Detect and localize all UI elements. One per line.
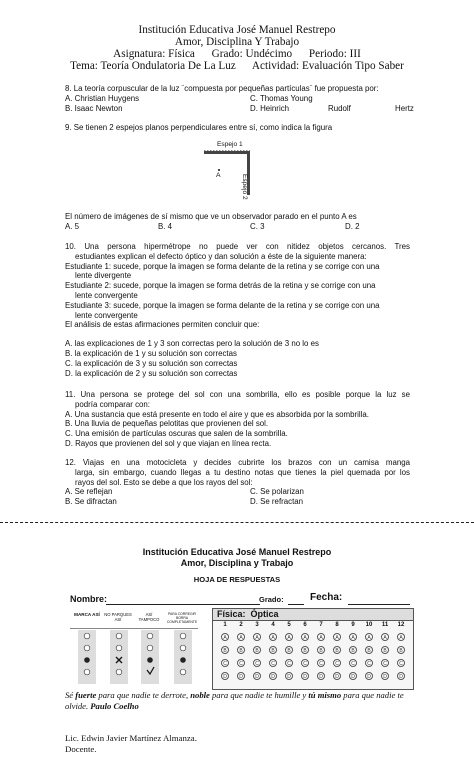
subject-line: Asignatura: Física Grado: Undécimo Periodo: III [113, 48, 361, 60]
q9-question: El número de imágenes de sí mismo que ve un observador parado en el punto A es [65, 212, 357, 221]
school-motto: Amor, Disciplina Y Trabajo [174, 36, 300, 48]
answer-bubble-12-c[interactable]: C [397, 659, 405, 667]
answer-bubble-7-d[interactable]: D [317, 672, 325, 680]
mirror-1-label: Espejo 1 [217, 141, 243, 148]
question-number-12: 12 [397, 622, 405, 628]
quote-part-4: para que nadie te olvide. [65, 690, 404, 711]
q8-option-d-part3: Hertz [395, 103, 414, 113]
answer-bubble-8-c[interactable]: C [333, 659, 341, 667]
teacher-signature [65, 733, 197, 755]
answer-bubble-3-a[interactable]: A [253, 633, 261, 641]
answer-bubble-5-b[interactable]: B [285, 646, 293, 654]
answer-bubble-3-b[interactable]: B [253, 646, 261, 654]
answer-bubble-11-a[interactable]: A [381, 633, 389, 641]
answer-bubble-5-d[interactable]: D [285, 672, 293, 680]
answer-bubble-2-c[interactable]: C [237, 659, 245, 667]
q8-stem: 8. La teoría corpuscular de la luz ¨compuesta por pequeñas partículas¨ fue propuesta por: [65, 84, 379, 93]
question-12 [65, 458, 410, 507]
answer-bubble-4-c[interactable]: C [269, 659, 277, 667]
quote-part-2: para que nadie te derrote, [96, 690, 191, 700]
answer-bubble-6-b[interactable]: B [301, 646, 309, 654]
q10-conclusion: El análisis de estas afirmaciones permiten concluir que: [65, 320, 260, 330]
answer-bubble-9-b[interactable]: B [349, 646, 357, 654]
col-no-label: NO PARQUES ASÍ [104, 612, 132, 622]
q8-option-d-part2: Rudolf [328, 103, 351, 113]
mirror-1-shape [204, 151, 250, 154]
answer-bubble-10-a[interactable]: A [365, 633, 373, 641]
col-asi-label: ASÍ TAMPOCO [138, 612, 160, 622]
point-a-label: A [216, 172, 221, 179]
q8-option-d: D. Heinrich [250, 103, 290, 113]
teacher-name: Lic. Edwin Javier Martínez Almanza. [65, 733, 197, 743]
question-number-8: 8 [335, 622, 339, 628]
question-number-9: 9 [351, 622, 355, 628]
nombre-field[interactable] [106, 604, 236, 605]
answer-bubble-7-b[interactable]: B [317, 646, 325, 654]
fecha-field[interactable] [348, 604, 410, 605]
nombre-label: Nombre: [70, 594, 108, 604]
q11-line-1: 11. Una persona se protege del sol con una sombrilla, ello es posible porque la luz se [65, 390, 410, 399]
quote-part-1: Sé [65, 690, 76, 700]
answer-bubble-9-d[interactable]: D [349, 672, 357, 680]
answer-bubble-10-b[interactable]: B [365, 646, 373, 654]
point-a-dot [218, 169, 220, 171]
q11-option-d: D. Rayos que provienen del sol y que viajan en línea recta. [65, 438, 272, 448]
q12-option-a: A. Se reflejan [65, 487, 113, 497]
q9-option-b: B. 4 [158, 221, 173, 231]
answer-bubble-2-b[interactable]: B [237, 646, 245, 654]
question-number-10: 10 [365, 622, 373, 628]
answer-bubble-6-d[interactable]: D [301, 672, 309, 680]
q10-option-d: D. la explicación de 2 y su solución son correctas [65, 368, 238, 378]
col-borrar-label: PARA CORREGIR BORRA COMPLETAMENTE [166, 612, 198, 624]
q10-option-b: B. la explicación de 1 y su solución son correctas [65, 348, 237, 358]
q10-line-2: estudiantes explican el defecto óptico y dan solución a éste de la siguiente manera: [75, 251, 367, 261]
answer-bubble-10-d[interactable]: D [365, 672, 373, 680]
q11-option-a: A. Una sustancia que está presente en todo el aire y que es absorbida por la sombrilla. [65, 409, 369, 419]
mirror-figure [200, 140, 260, 200]
quote-bold-2: noble [190, 690, 210, 700]
answer-bubble-8-a[interactable]: A [333, 633, 341, 641]
answer-sheet [60, 590, 415, 690]
q8-option-a: A. Christian Huygens [65, 93, 140, 103]
answer-bubble-9-a[interactable]: A [349, 633, 357, 641]
question-11 [65, 390, 410, 449]
question-number-3: 3 [255, 622, 259, 628]
quote-bold-3: tú mismo [308, 690, 342, 700]
q8-option-c: C. Thomas Young [250, 93, 313, 103]
q12-option-d: D. Se refractan [250, 497, 304, 507]
q10-student-1: Estudiante 1: sucede, porque la imagen se forma delante de la retina y se corrige con una [65, 261, 380, 271]
cut-line [0, 522, 474, 523]
answer-bubble-7-a[interactable]: A [317, 633, 325, 641]
quote-author: Paulo Coelho [90, 700, 139, 711]
q9-option-c: C. 3 [250, 221, 265, 231]
motivational-quote [65, 690, 415, 711]
question-number-5: 5 [287, 622, 291, 628]
answer-sheet-title: HOJA DE RESPUESTAS [193, 575, 281, 584]
answer-bubble-7-c[interactable]: C [317, 659, 325, 667]
answer-bubble-6-c[interactable]: C [301, 659, 309, 667]
answer-bubble-1-d[interactable]: D [221, 672, 229, 680]
answer-bubble-4-a[interactable]: A [269, 633, 277, 641]
mirror-2-label: Espejo 2 [241, 174, 248, 200]
q9-option-a: A. 5 [65, 221, 80, 231]
grid-bubble-area [217, 631, 409, 687]
question-number-1: 1 [223, 622, 227, 628]
answer-bubble-1-b[interactable]: B [221, 646, 229, 654]
q10-option-a: A. las explicaciones de 1 y 3 son correctas pero la solución de 3 no lo es [65, 339, 319, 349]
quote-bold-1: fuerte [75, 690, 97, 700]
answer-bubble-8-d[interactable]: D [333, 672, 341, 680]
answer-bubble-12-a[interactable]: A [397, 633, 405, 641]
marking-instructions [70, 610, 198, 686]
answer-bubble-12-b[interactable]: B [397, 646, 405, 654]
question-9-answers [65, 212, 410, 232]
answer-school-motto: Amor, Disciplina y Trabajo [180, 558, 294, 568]
col-marca-label: MARCA ASÍ [74, 612, 100, 617]
q8-option-b: B. Isaac Newton [65, 103, 123, 113]
q10-student-2-cont: lente convergente [75, 290, 138, 300]
answer-bubble-12-d[interactable]: D [397, 672, 405, 680]
q10-line-1: 10. Una persona hipermétrope no puede ver con nitidez objetos cercanos. Tres [65, 242, 410, 251]
answer-bubble-10-c[interactable]: C [365, 659, 373, 667]
q10-student-1-cont: lente divergente [75, 271, 132, 281]
answer-bubble-2-a[interactable]: A [237, 633, 245, 641]
q12-option-c: C. Se polarizan [250, 487, 304, 497]
teacher-role: Docente. [65, 743, 97, 754]
q12-line-1: 12. Viajas en una motocicleta y decides cubrirte los brazos con un camisa manga [65, 458, 410, 467]
answer-bubble-11-d[interactable]: D [381, 672, 389, 680]
q12-option-b: B. Se difractan [65, 497, 117, 507]
answer-bubble-9-c[interactable]: C [349, 659, 357, 667]
answer-bubble-3-c[interactable]: C [253, 659, 261, 667]
school-name: Institución Educativa José Manuel Restrepo [138, 24, 336, 36]
q10-student-3-cont: lente convergente [75, 310, 138, 320]
q10-option-c: C. la explicación de 3 y su solución son correctas [65, 358, 238, 368]
answer-bubble-8-b[interactable]: B [333, 646, 341, 654]
question-number-11: 11 [381, 622, 389, 628]
grado-field[interactable] [236, 604, 260, 605]
answer-bubble-5-c[interactable]: C [285, 659, 293, 667]
q10-student-2: Estudiante 2: sucede, porque la imagen se forma detrás de la retina y se corrige con una [65, 281, 376, 291]
q9-option-d: D. 2 [345, 221, 360, 231]
answer-bubble-11-b[interactable]: B [381, 646, 389, 654]
q10-student-3: Estudiante 3: sucede, porque la imagen se forma delante de la retina y se corrige con una [65, 300, 380, 310]
q11-option-c: C. Una emisión de partículas oscuras que salen de la sombrilla. [65, 429, 288, 439]
question-number-4: 4 [271, 622, 275, 628]
answer-bubble-2-d[interactable]: D [237, 672, 245, 680]
question-number-6: 6 [303, 622, 307, 628]
q11-option-b: B. Una lluvia de pequeñas pelotitas que provienen del sol. [65, 419, 269, 429]
quote-part-3: para que nadie te humille y [209, 690, 309, 700]
answer-bubble-5-a[interactable]: A [285, 633, 293, 641]
question-9-stem [65, 123, 410, 133]
fecha-label: Fecha: [310, 592, 343, 603]
answer-bubble-3-d[interactable]: D [253, 672, 261, 680]
topic-line: Tema: Teoría Ondulatoria De La Luz Actividad: Evaluación Tipo Saber [70, 60, 404, 72]
q12-line-3: rayos del sol. Esto se debe a que los rayos del sol: [75, 477, 253, 487]
q9-stem-text: 9. Se tienen 2 espejos planos perpendiculares entre sí, como indica la figura [65, 123, 333, 132]
bubble-grid [212, 608, 414, 690]
answer-bubble-1-c[interactable]: C [221, 659, 229, 667]
grado-label: Grado: [259, 595, 284, 604]
q11-line-2: podría comparar con: [75, 399, 150, 409]
question-8 [65, 84, 414, 113]
q12-line-2: larga, sin embargo, cuando llegas a tu destino notas que tienes la piel quemada por los [75, 467, 410, 477]
answer-school-name: Institución Educativa José Manuel Restrepo [142, 547, 332, 557]
question-number-7: 7 [319, 622, 323, 628]
marking-examples [70, 628, 198, 686]
answer-bubble-11-c[interactable]: C [381, 659, 389, 667]
subject-label: Física: Óptica [217, 609, 279, 619]
question-number-2: 2 [239, 622, 243, 628]
grado-field-2[interactable] [288, 604, 304, 605]
answer-bubble-6-a[interactable]: A [301, 633, 309, 641]
answer-bubble-1-a[interactable]: A [221, 633, 229, 641]
question-10 [65, 242, 410, 378]
grid-number-row [217, 622, 409, 630]
answer-bubble-4-d[interactable]: D [269, 672, 277, 680]
answer-bubble-4-b[interactable]: B [269, 646, 277, 654]
